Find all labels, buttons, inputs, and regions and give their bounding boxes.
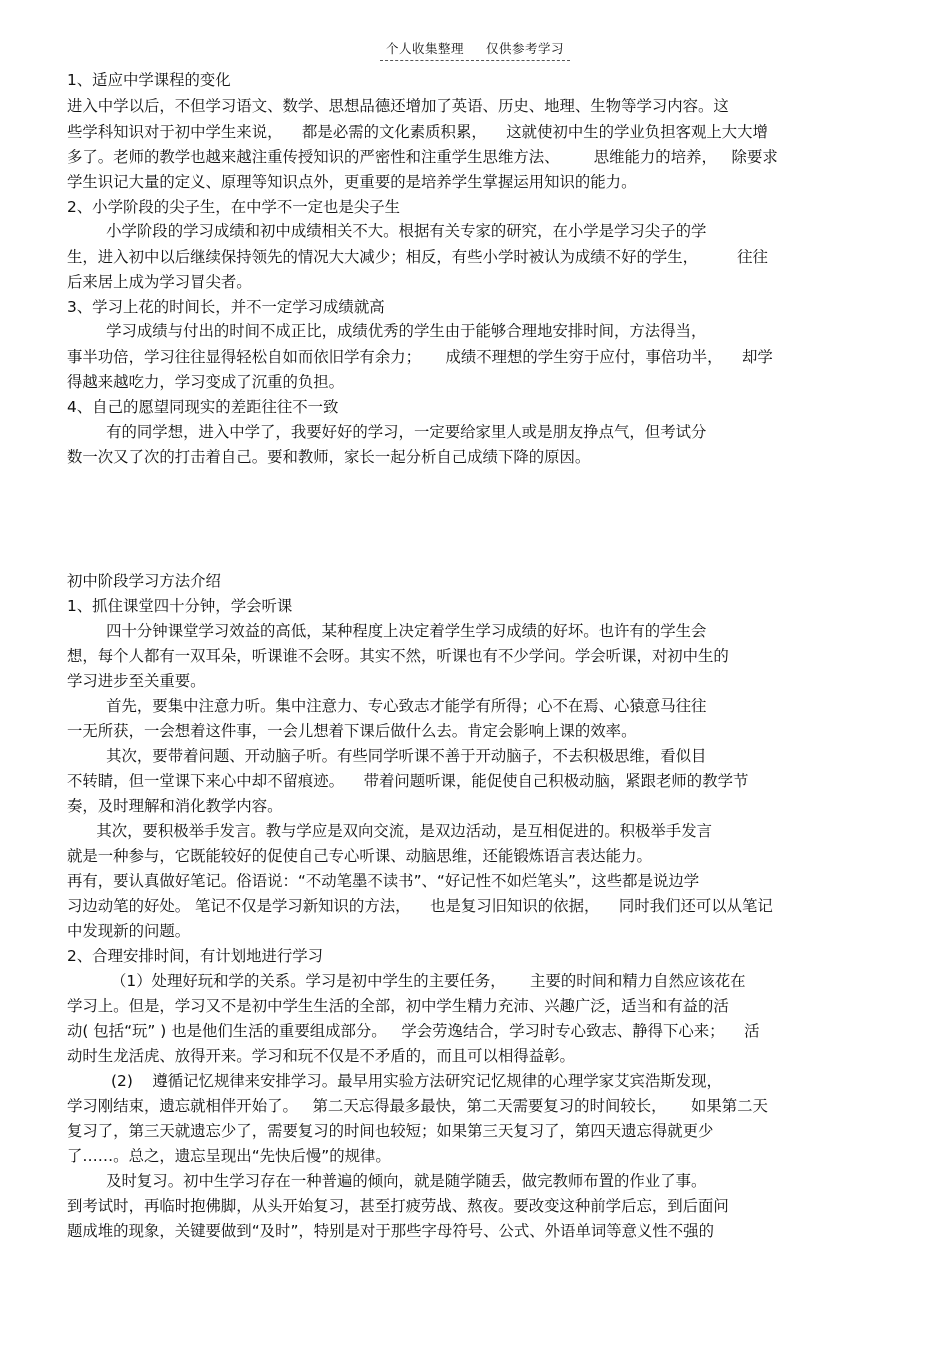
paragraph-line: 四十分钟课堂学习效益的高低，某种程度上决定着学生学习成绩的好坏。也许有的学生会 [67,622,707,640]
paragraph-line: 中发现新的问题。 [67,922,191,940]
paragraph-line: 奏，及时理解和消化教学内容。 [67,797,283,815]
paragraph-line: 动( 包括“玩” ) 也是他们生活的重要组成部分。 学会劳逸结合，学习时专心致志、静得下心来； 活 [67,1022,760,1040]
paragraph-line: （1）处理好玩和学的关系。学习是初中学生的主要任务， 主要的时间和精力自然应该花在 [67,972,746,990]
header-right-text: 仅供参考学习 [486,41,565,56]
paragraph-line: 及时复习。初中生学习存在一种普遍的倾向，就是随学随丢，做完教师布置的作业了事。 [67,1172,707,1190]
paragraph-line: 首先，要集中注意力听。集中注意力、专心致志才能学有所得；心不在焉、心猿意马往往 [67,697,707,715]
header-left-text: 个人收集整理 [385,41,464,56]
paragraph-line: 题成堆的现象，关键要做到“及时”，特别是对于那些字母符号、公式、外语单词等意义性不强的 [67,1222,714,1240]
paragraph-line: 再有，要认真做好笔记。俗语说：“不动笔墨不读书”、“好记性不如烂笔头”，这些都是说边学 [67,872,700,890]
paragraph-line: 有的同学想，进入中学了，我要好好的学习，一定要给家里人或是朋友挣点气，但考试分 [67,423,707,441]
heading-3: 3、学习上花的时间长，并不一定学习成绩就高 [67,298,385,316]
paragraph-line: 进入中学以后，不但学习语文、数学、思想品德还增加了英语、历史、地理、生物等学习内容。这 [67,97,729,115]
paragraph-line: 学习成绩与付出的时间不成正比，成绩优秀的学生由于能够合理地安排时间，方法得当， [67,322,707,340]
paragraph-line: 就是一种参与，它既能较好的促使自己专心听课、动脑思维，还能锻炼语言表达能力。 [67,847,652,865]
paragraph-line: 其次，要积极举手发言。教与学应是双向交流，是双边活动，是互相促进的。积极举手发言 [67,822,712,840]
paragraph-line: 数一次又了次的打击着自己。要和教师，家长一起分析自己成绩下降的原因。 [67,448,591,466]
paragraph-line: 学习上。但是，学习又不是初中学生生活的全部，初中学生精力充沛、兴趣广泛，适当和有益的活 [67,997,729,1015]
heading-1: 1、适应中学课程的变化 [67,71,231,89]
paragraph-line: 些学科知识对于初中学生来说， 都是必需的文化素质积累， 这就使初中生的学业负担客观上大大增 [67,123,768,141]
paragraph-line: 后来居上成为学习冒尖者。 [67,273,252,291]
paragraph-line: 多了。老师的教学也越来越注重传授知识的严密性和注重学生思维方法、 思维能力的培养， 除要求 [67,148,778,166]
heading-4: 4、自己的愿望同现实的差距往往不一致 [67,398,339,416]
paragraph-line: 得越来越吃力，学习变成了沉重的负担。 [67,373,345,391]
paragraph-line: 学生识记大量的定义、原理等知识点外，更重要的是培养学生掌握运用知识的能力。 [67,173,637,191]
paragraph-line: 其次，要带着问题、开动脑子听。有些同学听课不善于开动脑子，不去积极思维，看似目 [67,747,707,765]
paragraph-line: 不转睛，但一堂课下来心中却不留痕迹。 带着问题听课，能促使自己积极动脑，紧跟老师的教学节 [67,772,749,790]
paragraph-line: 学习进步至关重要。 [67,672,206,690]
paragraph-line: 学习刚结束，遗忘就相伴开始了。 第二天忘得最多最快，第二天需要复习的时间较长， 如果第二天 [67,1097,768,1115]
heading-2: 2、合理安排时间，有计划地进行学习 [67,947,324,965]
paragraph-line: 习边动笔的好处。 笔记不仅是学习新知识的方法， 也是复习旧知识的依据， 同时我们还可以从笔记 [67,897,773,915]
paragraph-line: 生，进入初中以后继续保持领先的情况大大减少；相反，有些小学时被认为成绩不好的学生， 往往 [67,248,768,266]
heading-2: 2、小学阶段的尖子生，在中学不一定也是尖子生 [67,198,400,216]
paragraph-line: 小学阶段的学习成绩和初中成绩相关不大。根据有关专家的研究，在小学是学习尖子的学 [67,222,707,240]
paragraph-line: (2) 遵循记忆规律来安排学习。最早用实验方法研究记忆规律的心理学家艾宾浩斯发现， [67,1072,722,1090]
paragraph-line: 复习了，第三天就遗忘少了，需要复习的时间也较短；如果第三天复习了，第四天遗忘得就更少 [67,1122,714,1140]
paragraph-line: 到考试时，再临时抱佛脚，从头开始复习，甚至打疲劳战、熬夜。要改变这种前学后忘，到后面问 [67,1197,729,1215]
paragraph-line: 想，每个人都有一双耳朵，听课谁不会呀。其实不然，听课也有不少学问。学会听课，对初中生的 [67,647,729,665]
page-header [0,39,950,61]
paragraph-line: 一无所获，一会想着这件事，一会儿想着下课后做什么去。肯定会影响上课的效率。 [67,722,637,740]
paragraph-line: 动时生龙活虎、放得开来。学习和玩不仅是不矛盾的，而且可以相得益彰。 [67,1047,575,1065]
paragraph-line: 事半功倍，学习往往显得轻松自如而依旧学有余力； 成绩不理想的学生穷于应付，事倍功半， 却学 [67,348,773,366]
paragraph-line: 了……。总之，遗忘呈现出“先快后慢”的规律。 [67,1147,391,1165]
section-title: 初中阶段学习方法介绍 [67,572,221,590]
heading-1: 1、抓住课堂四十分钟，学会听课 [67,597,293,615]
header-watermark [380,39,570,61]
